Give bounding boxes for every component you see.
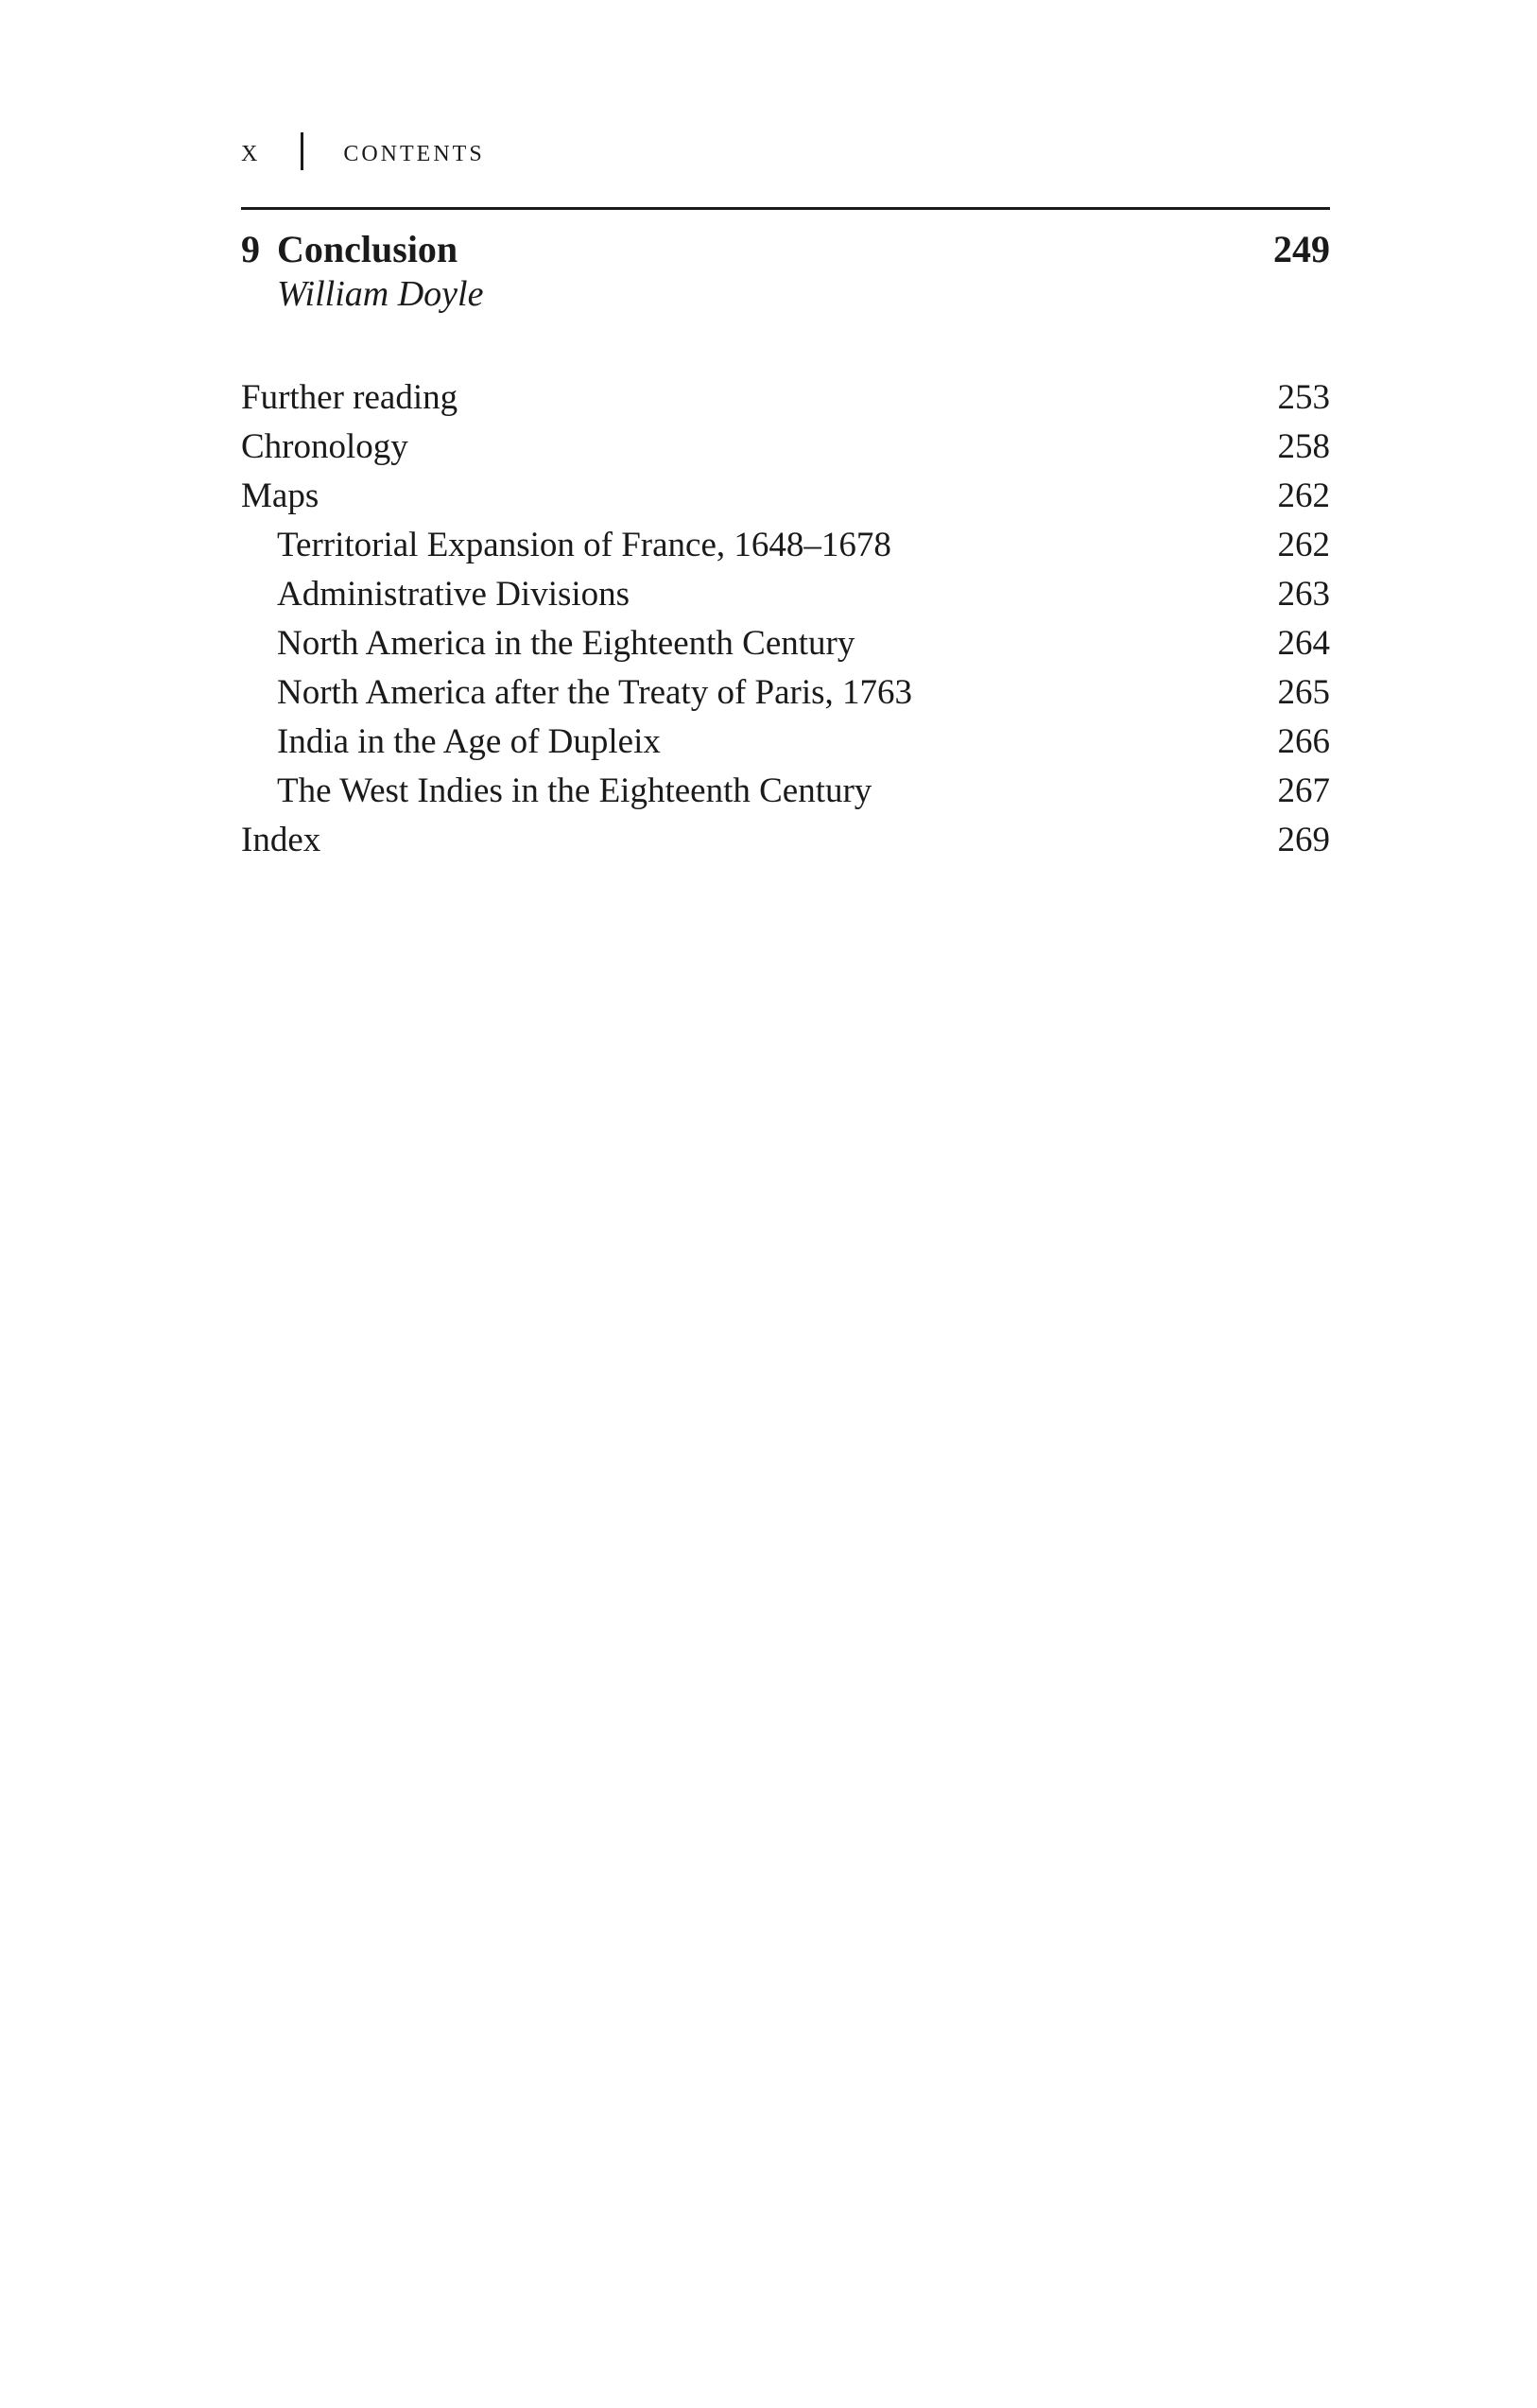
page-folio: x (241, 133, 260, 168)
running-head-separator (301, 132, 303, 170)
toc-entry-page: 262 (1277, 526, 1330, 564)
toc-entry-label: Index (241, 821, 321, 859)
toc-entry-label: North America in the Eighteenth Century (277, 624, 855, 663)
toc-entry-page: 265 (1277, 673, 1330, 712)
chapter-number: 9 (241, 228, 260, 270)
running-head (241, 132, 485, 170)
toc-entry-label: Further reading (241, 378, 458, 417)
chapter-row (241, 227, 1330, 271)
toc-entry-page: 262 (1277, 476, 1330, 515)
header-rule (241, 207, 1330, 210)
chapter-page: 249 (1273, 228, 1330, 270)
toc-entry-label: North America after the Treaty of Paris, 1763 (277, 673, 913, 712)
toc-entry-page: 258 (1277, 427, 1330, 466)
toc-entry-label: Chronology (241, 427, 408, 466)
toc-entry-page: 266 (1277, 722, 1330, 761)
toc-subentry (241, 767, 1330, 816)
running-head-title: contents (343, 133, 485, 168)
toc-entry (241, 373, 1330, 423)
toc-entry (241, 423, 1330, 472)
toc-entry-label: Administrative Divisions (277, 575, 630, 614)
toc-entry-label: Territorial Expansion of France, 1648–1678 (277, 526, 891, 564)
toc-entry-label: India in the Age of Dupleix (277, 722, 661, 761)
toc-list (241, 373, 1330, 865)
toc-subentry (241, 521, 1330, 570)
toc-entry-page: 263 (1277, 575, 1330, 614)
toc-subentry (241, 718, 1330, 767)
toc-subentry (241, 570, 1330, 619)
chapter-entry (241, 227, 1330, 315)
toc-subentry (241, 619, 1330, 668)
toc-entry-page: 253 (1277, 378, 1330, 417)
toc-entry (241, 816, 1330, 865)
toc-entry-label: Maps (241, 476, 319, 515)
chapter-title: Conclusion (277, 228, 458, 270)
toc-entry (241, 472, 1330, 521)
chapter-heading (241, 227, 458, 271)
toc-entry-page: 267 (1277, 771, 1330, 810)
toc-entry-label: The West Indies in the Eighteenth Century (277, 771, 872, 810)
chapter-author: William Doyle (277, 274, 484, 314)
toc-subentry (241, 668, 1330, 718)
toc-entry-page: 264 (1277, 624, 1330, 663)
toc-entry-page: 269 (1277, 821, 1330, 859)
